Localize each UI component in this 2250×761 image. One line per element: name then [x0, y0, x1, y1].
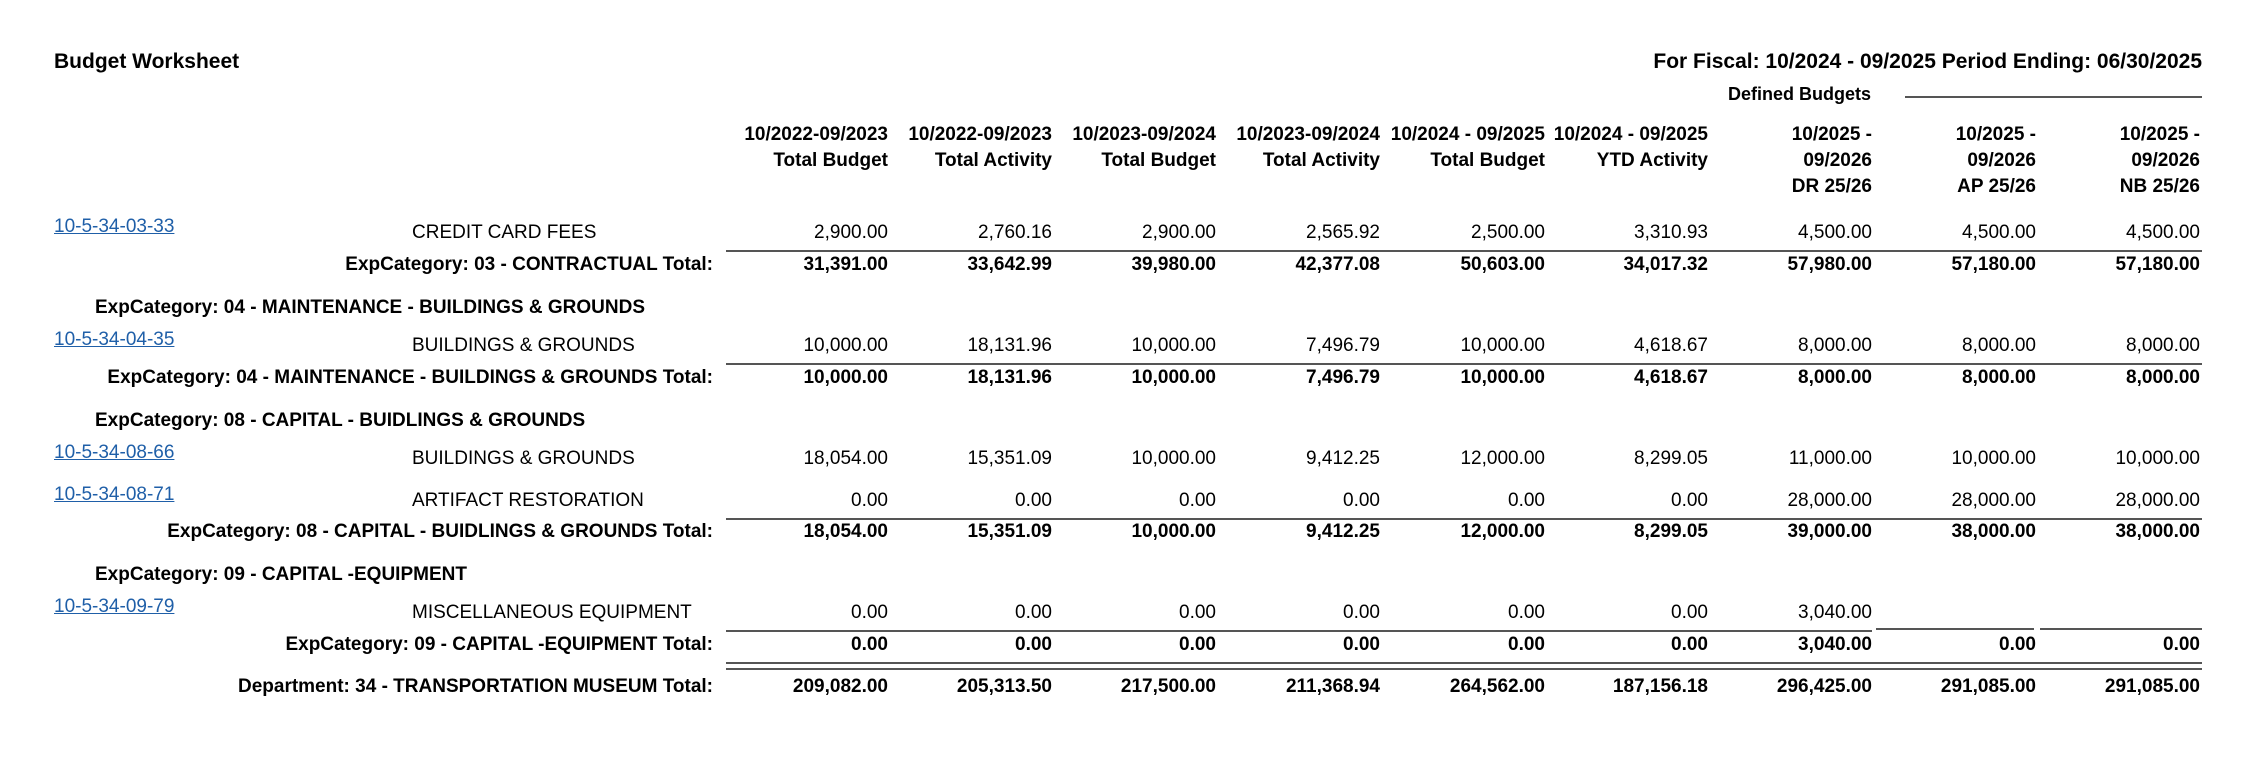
value-nb-2526: 28,000.00 [2115, 490, 2200, 511]
value-ap-2526: 8,000.00 [1962, 335, 2036, 356]
value-fy24-activity: 9,412.25 [1306, 521, 1380, 542]
value-fy25-budget: 10,000.00 [1460, 335, 1545, 356]
column-header-nb-2526 [2020, 122, 2200, 200]
value-fy23-activity: 33,642.99 [967, 254, 1052, 275]
value-fy23-activity: 15,351.09 [967, 448, 1052, 469]
total-label: ExpCategory: 09 - CAPITAL -EQUIPMENT Total: [285, 634, 713, 655]
column-header-line2: Total Activity [934, 150, 1052, 171]
column-header-line1: 10/2022-09/2023 [908, 124, 1052, 145]
category-header: ExpCategory: 04 - MAINTENANCE - BUILDINGS & GROUNDS [95, 297, 645, 318]
total-label: ExpCategory: 08 - CAPITAL - BUIDLINGS & GROUNDS Total: [167, 521, 713, 542]
column-header-line1: 10/2024 - 09/2025 [1390, 124, 1545, 145]
value-ap-2526: 10,000.00 [1951, 448, 2036, 469]
value-fy25-budget: 0.00 [1508, 602, 1545, 623]
value-dr-2526: 11,000.00 [1788, 448, 1872, 469]
value-dr-2526: 39,000.00 [1787, 521, 1872, 542]
value-fy23-budget: 0.00 [851, 602, 888, 623]
value-dr-2526: 296,425.00 [1776, 676, 1872, 697]
value-fy24-budget: 0.00 [1179, 602, 1216, 623]
account-row [0, 596, 2250, 630]
column-header-line2: Total Budget [1430, 150, 1545, 171]
category-header-row [0, 295, 2250, 325]
column-header-line2: 09/2026 [1803, 150, 1872, 171]
value-fy23-budget: 209,082.00 [792, 676, 888, 697]
value-fy24-activity: 0.00 [1343, 634, 1380, 655]
value-nb-2526: 0.00 [2163, 634, 2200, 655]
value-fy25-ytd: 8,299.05 [1634, 521, 1708, 542]
column-header-line3 [1200, 174, 1380, 200]
value-fy25-ytd: 0.00 [1671, 602, 1708, 623]
column-header-fy23-budget [708, 122, 888, 200]
column-header-fy24-budget [1036, 122, 1216, 200]
column-header-line1: 10/2025 - [1955, 124, 2036, 145]
value-fy23-activity: 18,131.96 [967, 335, 1052, 356]
value-fy23-budget: 31,391.00 [803, 254, 888, 275]
value-fy24-budget: 10,000.00 [1131, 335, 1216, 356]
total-label: ExpCategory: 03 - CONTRACTUAL Total: [345, 254, 713, 275]
total-divider [726, 668, 2202, 670]
value-ap-2526: 0.00 [1999, 634, 2036, 655]
column-header-line1: 10/2022-09/2023 [744, 124, 888, 145]
account-description: BUILDINGS & GROUNDS [412, 335, 635, 356]
value-nb-2526: 4,500.00 [2126, 222, 2200, 243]
category-header-row [0, 562, 2250, 592]
column-header-fy25-budget [1365, 122, 1545, 200]
value-fy23-budget: 2,900.00 [814, 222, 888, 243]
value-fy25-ytd: 4,618.67 [1634, 335, 1708, 356]
column-header-line2: Total Budget [773, 150, 888, 171]
value-fy25-budget: 0.00 [1508, 490, 1545, 511]
value-nb-2526: 291,085.00 [2104, 676, 2200, 697]
column-header-fy24-activity [1200, 122, 1380, 200]
value-fy24-activity: 9,412.25 [1306, 448, 1380, 469]
value-fy25-ytd: 8,299.05 [1634, 448, 1708, 469]
value-fy24-budget: 10,000.00 [1131, 521, 1216, 542]
defined-budgets-divider [1905, 96, 2202, 98]
column-header-line2: Total Activity [1262, 150, 1380, 171]
value-fy25-ytd: 34,017.32 [1623, 254, 1708, 275]
account-description: MISCELLANEOUS EQUIPMENT [412, 602, 692, 623]
account-description: CREDIT CARD FEES [412, 222, 597, 243]
column-header-line3 [708, 174, 888, 200]
value-fy25-ytd: 0.00 [1671, 490, 1708, 511]
value-fy24-activity: 0.00 [1343, 490, 1380, 511]
value-fy23-budget: 18,054.00 [803, 521, 888, 542]
account-description: ARTIFACT RESTORATION [412, 490, 644, 511]
column-header-line3 [1365, 174, 1545, 200]
account-row [0, 442, 2250, 476]
total-row [0, 519, 2250, 549]
column-header-line3: DR 25/26 [1791, 176, 1872, 197]
value-fy25-ytd: 3,310.93 [1634, 222, 1708, 243]
value-nb-2526: 57,180.00 [2115, 254, 2200, 275]
value-dr-2526: 8,000.00 [1798, 335, 1872, 356]
value-fy23-budget: 18,054.00 [803, 448, 888, 469]
total-row [0, 365, 2250, 395]
value-fy24-budget: 10,000.00 [1131, 448, 1216, 469]
column-header-dr-2526 [1692, 122, 1872, 200]
total-divider [1876, 628, 2034, 630]
value-nb-2526: 38,000.00 [2115, 521, 2200, 542]
value-fy24-activity: 0.00 [1343, 602, 1380, 623]
value-ap-2526: 291,085.00 [1940, 676, 2036, 697]
value-nb-2526: 8,000.00 [2126, 335, 2200, 356]
value-ap-2526: 28,000.00 [1951, 490, 2036, 511]
column-header-line1: 10/2024 - 09/2025 [1553, 124, 1708, 145]
column-header-line1: 10/2025 - [2119, 124, 2200, 145]
value-dr-2526: 4,500.00 [1798, 222, 1872, 243]
column-header-line2: 09/2026 [2131, 150, 2200, 171]
defined-budgets-label: Defined Budgets [1728, 84, 1872, 104]
value-dr-2526: 3,040.00 [1798, 634, 1872, 655]
column-header-fy23-activity [872, 122, 1052, 200]
account-link[interactable]: 10-5-34-08-71 [54, 484, 175, 505]
value-fy24-activity: 7,496.79 [1306, 367, 1380, 388]
value-fy23-activity: 0.00 [1015, 634, 1052, 655]
account-link[interactable]: 10-5-34-04-35 [54, 329, 175, 350]
total-label: ExpCategory: 04 - MAINTENANCE - BUILDINGS & GROUNDS Total: [107, 367, 713, 388]
account-row [0, 329, 2250, 363]
column-header-ap-2526 [1856, 122, 2036, 200]
value-fy24-budget: 10,000.00 [1131, 367, 1216, 388]
total-row [0, 674, 2250, 704]
value-fy25-budget: 12,000.00 [1460, 448, 1545, 469]
value-ap-2526: 8,000.00 [1962, 367, 2036, 388]
value-fy24-budget: 0.00 [1179, 634, 1216, 655]
column-header-line1: 10/2025 - [1791, 124, 1872, 145]
value-fy25-ytd: 4,618.67 [1634, 367, 1708, 388]
account-link[interactable]: 10-5-34-08-66 [54, 442, 175, 463]
category-header: ExpCategory: 08 - CAPITAL - BUIDLINGS & GROUNDS [95, 410, 586, 431]
value-dr-2526: 57,980.00 [1787, 254, 1872, 275]
value-dr-2526: 28,000.00 [1787, 490, 1872, 511]
column-header-line3 [872, 174, 1052, 200]
column-header-line1: 10/2023-09/2024 [1236, 124, 1380, 145]
column-header-line2: 09/2026 [1967, 150, 2036, 171]
value-fy25-budget: 10,000.00 [1460, 367, 1545, 388]
value-fy25-ytd: 0.00 [1671, 634, 1708, 655]
value-fy23-budget: 0.00 [851, 490, 888, 511]
column-header-line1: 10/2023-09/2024 [1072, 124, 1216, 145]
value-fy23-budget: 10,000.00 [803, 335, 888, 356]
column-header-line2: Total Budget [1101, 150, 1216, 171]
total-divider [2040, 628, 2202, 630]
value-dr-2526: 8,000.00 [1798, 367, 1872, 388]
value-fy24-budget: 0.00 [1179, 490, 1216, 511]
value-fy24-activity: 7,496.79 [1306, 335, 1380, 356]
account-link[interactable]: 10-5-34-09-79 [54, 596, 175, 617]
column-header-line3 [1528, 174, 1708, 200]
value-fy25-budget: 2,500.00 [1471, 222, 1545, 243]
column-header-line3 [1036, 174, 1216, 200]
value-dr-2526: 3,040.00 [1798, 602, 1872, 623]
account-link[interactable]: 10-5-34-03-33 [54, 216, 175, 237]
value-nb-2526: 8,000.00 [2126, 367, 2200, 388]
value-nb-2526: 10,000.00 [2115, 448, 2200, 469]
value-fy23-activity: 18,131.96 [967, 367, 1052, 388]
total-row [0, 632, 2250, 662]
value-fy23-activity: 0.00 [1015, 490, 1052, 511]
total-label: Department: 34 - TRANSPORTATION MUSEUM Total: [237, 676, 713, 697]
value-fy25-budget: 12,000.00 [1460, 521, 1545, 542]
value-fy23-activity: 205,313.50 [956, 676, 1052, 697]
value-fy25-budget: 50,603.00 [1460, 254, 1545, 275]
fiscal-period: For Fiscal: 10/2024 - 09/2025 Period Ending: 06/30/2025 [1653, 50, 2202, 73]
value-fy25-budget: 264,562.00 [1449, 676, 1545, 697]
total-row [0, 252, 2250, 282]
value-fy25-budget: 0.00 [1508, 634, 1545, 655]
column-header-line3: NB 25/26 [2119, 176, 2200, 197]
account-row [0, 484, 2250, 518]
value-fy24-activity: 42,377.08 [1295, 254, 1380, 275]
value-fy25-ytd: 187,156.18 [1612, 676, 1708, 697]
column-header-line3: AP 25/26 [1957, 176, 2036, 197]
value-ap-2526: 4,500.00 [1962, 222, 2036, 243]
value-fy23-budget: 10,000.00 [803, 367, 888, 388]
value-ap-2526: 38,000.00 [1951, 521, 2036, 542]
value-fy23-budget: 0.00 [851, 634, 888, 655]
account-row [0, 216, 2250, 250]
total-divider [726, 662, 2202, 664]
value-fy24-activity: 211,368.94 [1285, 676, 1380, 697]
value-ap-2526: 57,180.00 [1951, 254, 2036, 275]
value-fy24-budget: 217,500.00 [1120, 676, 1216, 697]
value-fy24-budget: 39,980.00 [1131, 254, 1216, 275]
value-fy23-activity: 2,760.16 [978, 222, 1052, 243]
value-fy23-activity: 15,351.09 [967, 521, 1052, 542]
value-fy24-budget: 2,900.00 [1142, 222, 1216, 243]
value-fy24-activity: 2,565.92 [1306, 222, 1380, 243]
report-title: Budget Worksheet [54, 50, 240, 73]
value-fy23-activity: 0.00 [1015, 602, 1052, 623]
account-description: BUILDINGS & GROUNDS [412, 448, 635, 469]
column-header-line2: YTD Activity [1596, 150, 1708, 171]
category-header-row [0, 408, 2250, 438]
column-header-fy25-ytd [1528, 122, 1708, 200]
category-header: ExpCategory: 09 - CAPITAL -EQUIPMENT [95, 564, 467, 585]
